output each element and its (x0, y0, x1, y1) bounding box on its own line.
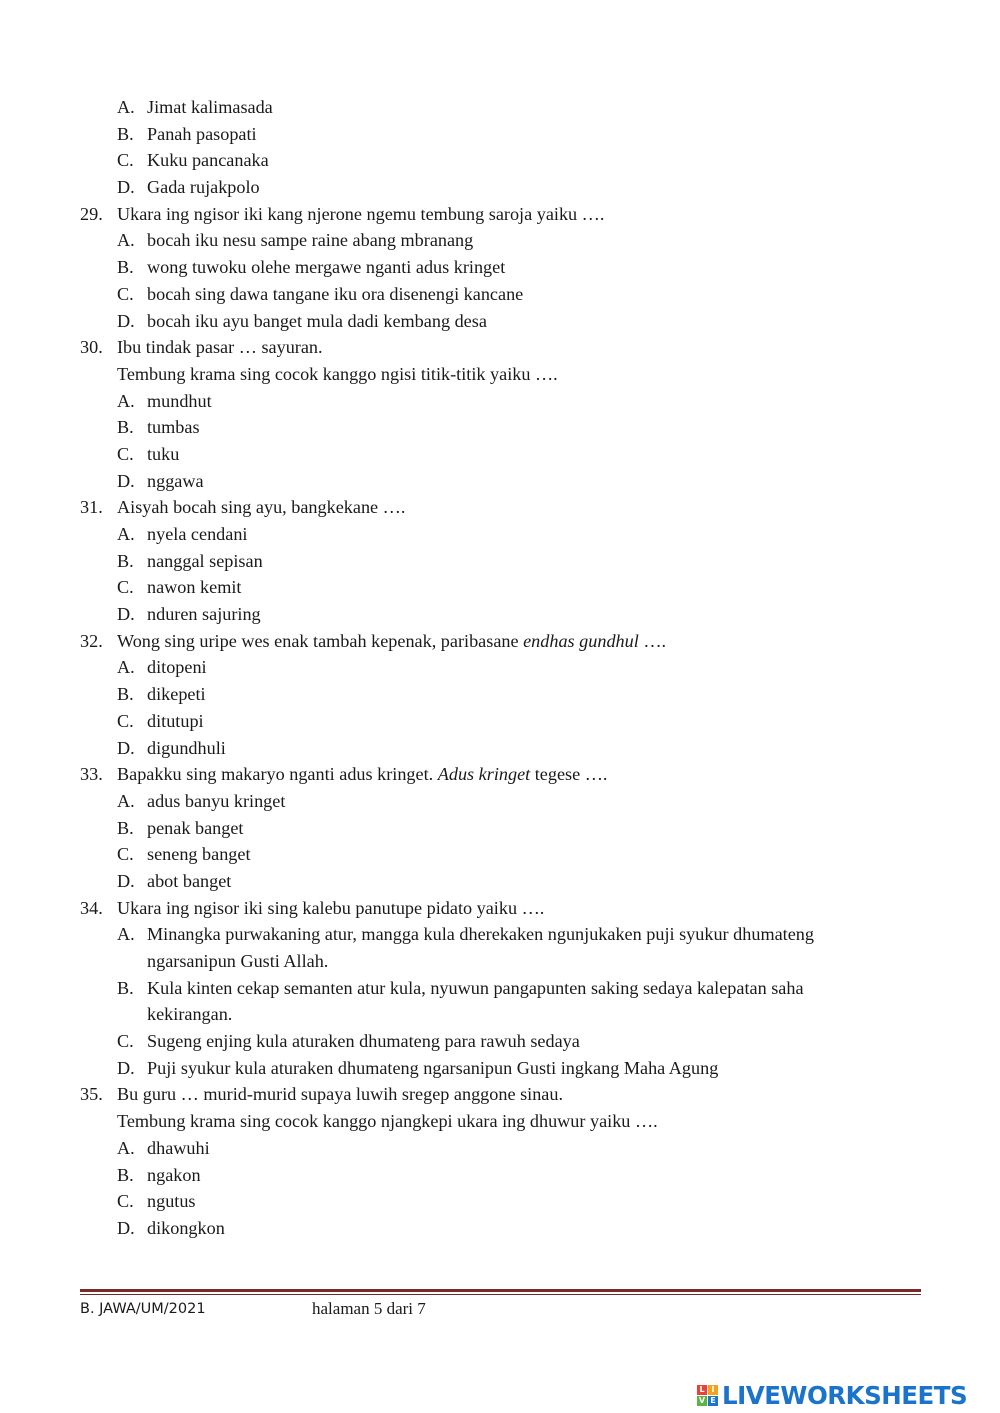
exam-questions (0, 94, 1000, 1242)
question-text-italic: endhas gundhul (523, 630, 639, 651)
question-number: 33. (80, 764, 103, 785)
question-number: 34. (80, 897, 103, 918)
option-letter: B. (117, 123, 134, 144)
question-number: 32. (80, 630, 103, 651)
option-text: bocah iku ayu banget mula dadi kembang desa (147, 310, 487, 331)
question-instruction-text: Tembung krama sing cocok kanggo njangkepi ukara ing dhuwur yaiku …. (117, 1111, 658, 1132)
option-text: Gada rujakpolo (147, 177, 260, 198)
option-text-continuation: kekirangan. (147, 1004, 233, 1025)
answer-option (0, 788, 1000, 815)
option-text: tumbas (147, 417, 200, 438)
option-text: Jimat kalimasada (147, 97, 273, 117)
option-letter: C. (117, 1191, 134, 1212)
question-text (117, 761, 607, 788)
option-text: Kula kinten cekap semanten atur kula, nyuwun pangapunten saking sedaya kalepatan saha (147, 977, 804, 998)
question-stem (0, 761, 1000, 788)
option-letter: B. (117, 977, 134, 998)
option-text: ditopeni (147, 657, 207, 678)
footer-exam-code: B. JAWA/UM/2021 (80, 1301, 206, 1317)
logo-letter: L (697, 1385, 707, 1395)
footer-rule-thin (80, 1294, 921, 1295)
option-letter: C. (117, 577, 134, 598)
option-text: Kuku pancanaka (147, 150, 269, 171)
answer-option (0, 227, 1000, 254)
option-letter: C. (117, 150, 134, 171)
option-letter: A. (117, 390, 135, 411)
option-letter: C. (117, 844, 134, 865)
option-letter: A. (117, 790, 135, 811)
option-letter: A. (117, 97, 135, 117)
option-letter: D. (117, 470, 135, 491)
option-text: nanggal sepisan (147, 550, 263, 571)
answer-option (0, 388, 1000, 415)
option-letter: C. (117, 283, 134, 304)
question-text: Ukara ing ngisor iki kang njerone ngemu tembung saroja yaiku …. (117, 203, 605, 224)
question-instruction (0, 1108, 1000, 1135)
question-text: Aisyah bocah sing ayu, bangkekane …. (117, 497, 406, 518)
option-text: Panah pasopati (147, 123, 257, 144)
option-letter: B. (117, 1164, 134, 1185)
logo-letter: V (698, 1395, 706, 1405)
question-number: 30. (80, 337, 103, 358)
answer-option (0, 1055, 1000, 1082)
footer-page-number: halaman 5 dari 7 (312, 1299, 426, 1318)
answer-option (0, 254, 1000, 281)
option-letter: D. (117, 604, 135, 625)
answer-option (0, 681, 1000, 708)
option-text: ditutupi (147, 710, 204, 731)
option-text: nduren sajuring (147, 604, 261, 625)
question-stem (0, 1081, 1000, 1108)
option-letter: A. (117, 924, 135, 945)
answer-option (0, 1162, 1000, 1189)
answer-option (0, 441, 1000, 468)
option-letter: A. (117, 524, 135, 544)
option-letter: B. (117, 550, 134, 571)
option-text: tuku (147, 443, 180, 464)
question-text-part: Wong sing uripe wes enak tambah kepenak, paribasane (117, 630, 524, 651)
option-letter: A. (117, 1137, 135, 1158)
option-letter: B. (117, 817, 134, 838)
liveworksheets-wordmark: LIVEWORKSHEETS (722, 1380, 968, 1410)
question-instruction-text: Tembung krama sing cocok kanggo ngisi titik-titik yaiku …. (117, 363, 558, 384)
answer-option (0, 281, 1000, 308)
option-text-continuation: ngarsanipun Gusti Allah. (147, 951, 329, 971)
answer-option-continuation (0, 948, 1000, 975)
option-letter: B. (117, 257, 134, 278)
option-text: wong tuwoku olehe mergawe nganti adus kringet (147, 257, 506, 278)
answer-option (0, 1028, 1000, 1055)
logo-letter: I (708, 1385, 718, 1395)
answer-option (0, 1215, 1000, 1242)
answer-option (0, 708, 1000, 735)
answer-option (0, 574, 1000, 601)
question-number: 31. (80, 497, 103, 518)
answer-option (0, 308, 1000, 335)
option-text: nggawa (147, 470, 204, 491)
option-text: mundhut (147, 390, 212, 411)
option-text: dikepeti (147, 684, 206, 705)
answer-option (0, 1135, 1000, 1162)
answer-option-continuation (0, 1001, 1000, 1028)
option-letter: D. (117, 1217, 135, 1238)
answer-option (0, 654, 1000, 681)
answer-option (0, 521, 1000, 548)
question-text: Ibu tindak pasar … sayuran. (117, 337, 323, 358)
question-text-part: tegese …. (530, 764, 608, 785)
question-stem (0, 895, 1000, 922)
answer-option (0, 414, 1000, 441)
option-letter: D. (117, 737, 135, 758)
answer-option (0, 548, 1000, 575)
option-letter: D. (117, 177, 135, 198)
question-instruction (0, 361, 1000, 388)
option-letter: A. (117, 657, 135, 678)
option-letter: D. (117, 870, 135, 891)
answer-option (0, 735, 1000, 762)
option-letter: C. (117, 443, 134, 464)
logo-letter: E (708, 1396, 718, 1406)
answer-option (0, 815, 1000, 842)
answer-option (0, 841, 1000, 868)
question-stem (0, 628, 1000, 655)
option-text: Sugeng enjing kula aturaken dhumateng para rawuh sedaya (147, 1031, 580, 1052)
question-text (117, 628, 666, 655)
option-text: ngakon (147, 1164, 201, 1185)
option-text: abot banget (147, 870, 232, 891)
option-text: Minangka purwakaning atur, mangga kula dherekaken ngunjukaken puji syukur dhumateng (147, 924, 814, 945)
question-number: 35. (80, 1084, 103, 1105)
option-letter: D. (117, 1057, 135, 1078)
option-text: bocah iku nesu sampe raine abang mbranang (147, 230, 474, 251)
answer-option (0, 121, 1000, 148)
option-letter: D. (117, 310, 135, 331)
option-text: dikongkon (147, 1217, 225, 1238)
answer-option (0, 147, 1000, 174)
option-text: Puji syukur kula aturaken dhumateng ngarsanipun Gusti ingkang Maha Agung (147, 1057, 719, 1078)
option-letter: B. (117, 417, 134, 438)
question-text: Ukara ing ngisor iki sing kalebu panutupe pidato yaiku …. (117, 897, 545, 918)
answer-option (0, 868, 1000, 895)
option-text: digundhuli (147, 737, 226, 758)
question-text-part: Bapakku sing makaryo nganti adus kringet. (117, 764, 438, 785)
question-number: 29. (80, 203, 103, 224)
question-text-part: …. (638, 630, 667, 651)
option-text: adus banyu kringet (147, 790, 286, 811)
footer-rule-thick (80, 1289, 921, 1292)
option-text: penak banget (147, 817, 244, 838)
question-stem (0, 201, 1000, 228)
option-letter: B. (117, 684, 134, 705)
option-text: seneng banget (147, 844, 251, 865)
answer-option (0, 174, 1000, 201)
question-text: Bu guru … murid-murid supaya luwih sregep anggone sinau. (117, 1084, 564, 1105)
liveworksheets-logo-icon (697, 1385, 718, 1406)
answer-option (0, 601, 1000, 628)
option-text: dhawuhi (147, 1137, 210, 1158)
answer-option (0, 921, 1000, 948)
question-stem (0, 334, 1000, 361)
option-text: bocah sing dawa tangane iku ora disenengi kancane (147, 283, 524, 304)
question-stem (0, 494, 1000, 521)
question-text-italic: Adus kringet (437, 764, 531, 785)
option-letter: C. (117, 1031, 134, 1052)
option-text: nyela cendani (147, 524, 248, 544)
option-letter: C. (117, 710, 134, 731)
option-text: ngutus (147, 1191, 196, 1212)
liveworksheets-watermark (697, 1378, 967, 1412)
answer-option (0, 1188, 1000, 1215)
answer-option (0, 94, 1000, 121)
option-text: nawon kemit (147, 577, 242, 598)
answer-option (0, 468, 1000, 495)
answer-option (0, 975, 1000, 1002)
option-letter: A. (117, 230, 135, 251)
